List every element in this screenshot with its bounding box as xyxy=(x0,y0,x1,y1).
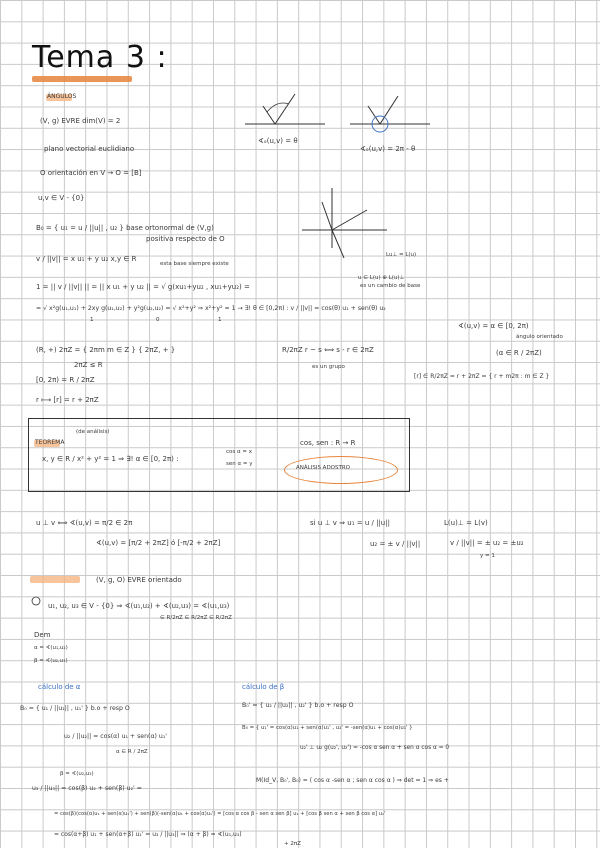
calc-beta-title: cálculo de β xyxy=(242,683,285,691)
line-alpha-quotient: (α ∈ R / 2πZ) xyxy=(496,349,542,357)
line-base-exists: esta base siempre existe xyxy=(160,261,229,267)
fig3-caption2: u ∈ L(u) ⊕ L(u)⊥ xyxy=(358,275,405,281)
line-is-group: es un grupo xyxy=(312,364,345,370)
line-quotient: [0, 2π) = R / 2πZ xyxy=(36,376,95,384)
g11-value: 1 xyxy=(90,317,94,323)
line-subgroup: 2πZ ≤ R xyxy=(74,361,103,369)
calc-beta-1: B₀' = { u₂ / ||u₂|| , u₂' } b.o + resp O xyxy=(242,702,354,709)
calc-beta-2: B₀ = { u₁' = cos(α)u₁ + sen(α)u₁' , u₂' = -sen(α)u₁ + cos(α)u₁' } xyxy=(242,725,413,731)
title-highlight xyxy=(32,76,132,82)
theorem-oval-text: ANÁLISIS ADOSTRO xyxy=(296,465,351,471)
fig2-caption: ∢ₒ(u,v) = 2π - θ xyxy=(360,145,416,153)
dem-alpha: α = ∢(u₁,u₂) xyxy=(34,645,68,651)
g22-value: 1 xyxy=(218,317,222,323)
line-r-group: (R, +) 2πZ = { 2πm m ∈ Z } { 2πZ, + } xyxy=(36,346,176,354)
line-angle-def: ∢(u,v) = α ∈ [0, 2π) xyxy=(458,322,529,330)
prop-1: u₁, u₂, u₃ ∈ V - {0} ⇒ ∢(u₁,u₂) + ∢(u₂,u₃) = ∢(u₁,u₃) xyxy=(48,602,230,610)
dem-beta: β = ∢(u₂,u₃) xyxy=(34,658,68,664)
dem-label: Dem xyxy=(34,631,51,639)
theorem-note: (de análisis) xyxy=(76,429,110,435)
props-subtitle: (V, g, O) EVRE orientado xyxy=(96,576,182,584)
line-perp-v: v / ||v|| = ± u₂ = ±u₂ xyxy=(450,539,524,547)
fig3-note: es un cambio de base xyxy=(360,283,421,289)
calc-alpha-1: B₀ = { u₁ / ||u₁|| , u₁' } b.o + resp O xyxy=(20,705,130,712)
line-evre: (V, g) EVRE dim(V) = 2 xyxy=(40,117,121,125)
line-perp: u ⊥ v ⟺ ∢(u,v) = π/2 ∈ 2π xyxy=(36,519,133,527)
calc-combined-2b: + 2πZ xyxy=(284,841,301,847)
line-oriented-angle: ángulo orientado xyxy=(516,334,563,340)
calc-alpha-title: cálculo de α xyxy=(38,683,81,691)
page-title: Tema 3 : xyxy=(32,40,168,75)
fig1-caption: ∢ₒ(u,v) = θ xyxy=(258,137,298,145)
item-1-circle xyxy=(31,596,41,606)
theorem-label: TEOREMA xyxy=(35,439,65,446)
line-orientation: O orientación en V → O = [B] xyxy=(40,169,142,177)
line-base: B₀ = { u₁ = u / ||u|| , u₂ } base ortonormal de (V,g) xyxy=(36,224,214,232)
theorem-case-cos: cos α = x xyxy=(226,449,252,455)
line-perp-classes: ∢(u,v) = [π/2 + 2πZ] ó [-π/2 + 2πZ] xyxy=(96,539,221,547)
props-highlight xyxy=(30,576,80,583)
calc-beta-4: M(Id_V, B₀', B₀) = ( cos α -sen α ; sen α cos α ) ⇒ det = 1 ⇒ es + xyxy=(256,777,449,784)
line-equivalence: R/2πZ r ~ s ⟺ s - r ∈ 2πZ xyxy=(282,346,374,354)
calc-alpha-4: u₃ / ||u₃|| = cos(β) u₂ + sen(β) u₂' = xyxy=(32,785,142,792)
prop-1-sets: ∈ R/2πZ ∈ R/2πZ ∈ R/2πZ xyxy=(160,615,232,621)
line-perp-u2: u₂ = ± v / ||v|| xyxy=(370,540,421,548)
line-uv: u,v ∈ V - {0} xyxy=(38,194,85,202)
theorem-text: x, y ∈ R / x² + y² = 1 ⇒ ∃! α ∈ [0, 2π) : xyxy=(42,455,179,463)
calc-combined-2: = cos(α+β) u₁ + sen(α+β) u₁' = u₃ / ||u₃|| ⇒ (α + β) = ∢(u₁,u₃) xyxy=(54,831,242,838)
line-perp-u1: si u ⊥ v ⇒ u₁ = u / ||u|| xyxy=(310,519,390,527)
line-norm-expand: = √ x²g(u₁,u₁) + 2xy g(u₁,u₂) + y²g(u₂,u₂) = √ x²+y² ⇒ x²+y² = 1 → ∃! θ ∈ [0,2π) : v / ||v|| = cos(θ) u₁ + sen(θ) u₂ xyxy=(36,305,386,312)
line-class-map: r ⟼ [r] = r + 2πZ xyxy=(36,396,99,404)
theorem-case-sen: sen α = y xyxy=(226,461,253,467)
section-angles: ÁNGULOS xyxy=(47,93,77,100)
theorem-right: cos, sen : R → R xyxy=(300,439,356,447)
line-base-positive: positiva respecto de O xyxy=(146,235,225,243)
calc-beta-3: u₂' ⊥ u₂ g(u₂', u₂') = -cos α sen α + sen α cos α = 0 xyxy=(300,745,450,751)
g12-value: 0 xyxy=(156,317,160,323)
line-perp-y: y = 1 xyxy=(480,553,495,559)
line-v-decomp: v / ||v|| = x u₁ + y u₂ x,y ∈ R xyxy=(36,255,137,263)
calc-combined-1: = cos(β)(cos(α)u₁ + sen(α)u₁') + sen(β)(-sen(α)u₁ + cos(α)u₁') = [cos α cos β - sen α sen β] u₁ + [cos β sen α + sen β cos α] u₁' xyxy=(54,811,386,817)
line-plane: plano vectorial euclidiano xyxy=(44,145,135,153)
calc-alpha-2: u₂ / ||u₂|| = cos(α) u₁ + sen(α) u₁' xyxy=(64,733,168,740)
calc-alpha-3: β = ∢(u₂,u₃) xyxy=(60,771,94,777)
line-perp-span: L(u)⊥ = L(v) xyxy=(444,519,488,527)
line-class-def: [r] ∈ R/2πZ = r + 2πZ = { r + m2π : m ∈ Z } xyxy=(414,373,550,380)
fig3-caption: Lu⊥ = L(u) xyxy=(386,252,417,258)
angle-figure-2 xyxy=(350,84,440,154)
calc-alpha-2b: α ∈ R / 2πZ xyxy=(116,749,148,755)
line-norm: 1 = || v / ||v|| || = || x u₁ + y u₂ || = √ g(xu₁+yu₂ , xu₁+yu₂) = xyxy=(36,283,250,291)
